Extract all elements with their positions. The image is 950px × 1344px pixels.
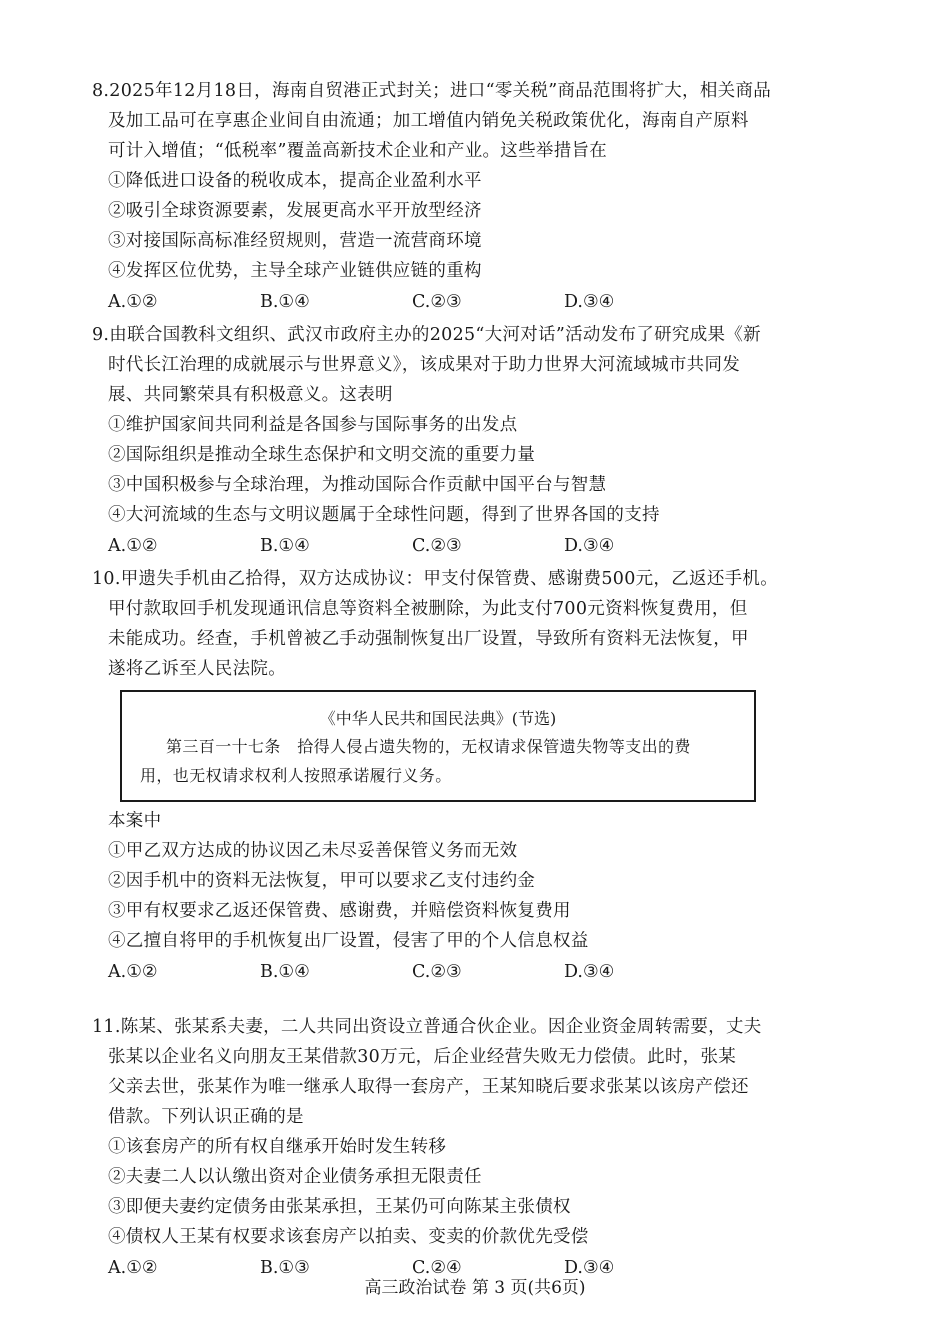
question-10 [92,564,779,684]
stem-line: 可计入增值；“低税率”覆盖高新技术企业和产业。这些举措旨在 [108,141,608,161]
option-1: ①甲乙双方达成的协议因乙未尽妥善保管义务而无效 [108,841,518,861]
option-4: ④大河流域的生态与文明议题属于全球性问题，得到了世界各国的支持 [108,505,660,525]
option-3: ③甲有权要求乙返还保管费、感谢费，并赔偿资料恢复费用 [108,901,571,921]
choice-b: B.①④ [260,292,310,312]
answer-choices [92,956,772,988]
stem-line: 甲付款取回手机发现通讯信息等资料全被删除，为此支付700元资料恢复费用，但 [108,599,748,619]
choice-d: D.③④ [564,962,615,982]
question-8 [92,76,772,318]
stem-line: 11.陈某、张某系夫妻，二人共同出资设立普通合伙企业。因企业资金周转需要，丈夫 [92,1017,762,1037]
law-excerpt-box [120,690,756,802]
choice-b: B.①③ [260,1258,310,1278]
choice-d: D.③④ [564,1258,615,1278]
stem-line: 未能成功。经查，手机曾被乙手动强制恢复出厂设置，导致所有资料无法恢复，甲 [108,629,749,649]
choice-a: A.①② [108,292,158,312]
option-4: ④乙擅自将甲的手机恢复出厂设置，侵害了甲的个人信息权益 [108,931,589,951]
option-2: ②因手机中的资料无法恢复，甲可以要求乙支付违约金 [108,871,536,891]
choice-b: B.①④ [260,962,310,982]
question-stem [92,76,772,166]
question-stem [92,564,779,684]
option-2: ②国际组织是推动全球生态保护和文明交流的重要力量 [108,445,536,465]
law-excerpt-line: 第三百一十七条 拾得人侵占遗失物的，无权请求保管遗失物等支出的费 [166,737,691,756]
choice-d: D.③④ [564,292,615,312]
case-lead-in: 本案中 [108,811,162,831]
option-3: ③即便夫妻约定债务由张某承担，王某仍可向陈某主张债权 [108,1197,571,1217]
question-11 [92,1012,772,1284]
stem-line: 8.2025年12月18日，海南自贸港正式封关；进口“零关税”商品范围将扩大，相关商品 [92,81,772,101]
stem-line: 借款。下列认识正确的是 [108,1107,304,1127]
choice-c: C.②③ [412,962,462,982]
choice-c: C.②③ [412,292,462,312]
stem-line: 遂将乙诉至人民法院。 [108,659,286,679]
option-2: ②吸引全球资源要素，发展更高水平开放型经济 [108,201,482,221]
question-10-options [92,806,772,988]
law-excerpt-line: 用，也无权请求权利人按照承诺履行义务。 [140,766,452,785]
stem-line: 及加工品可在享惠企业间自由流通；加工增值内销免关税政策优化，海南自产原料 [108,111,749,131]
option-4: ④债权人王某有权要求该套房产以拍卖、变卖的价款优先受偿 [108,1227,589,1247]
choice-d: D.③④ [564,536,615,556]
law-excerpt-title: 《中华人民共和国民法典》(节选) [319,709,557,728]
answer-choices [92,530,772,562]
page-footer: 高三政治试卷 第 3 页(共6页) [364,1278,586,1298]
option-1: ①维护国家间共同利益是各国参与国际事务的出发点 [108,415,518,435]
question-stem [92,1012,772,1132]
option-2: ②夫妻二人以认缴出资对企业债务承担无限责任 [108,1167,482,1187]
choice-c: C.②③ [412,536,462,556]
stem-line: 展、共同繁荣具有积极意义。这表明 [108,385,393,405]
stem-line: 10.甲遗失手机由乙拾得，双方达成协议：甲支付保管费、感谢费500元，乙返还手机。 [92,569,779,589]
option-3: ③对接国际高标准经贸规则，营造一流营商环境 [108,231,482,251]
choice-b: B.①④ [260,536,310,556]
stem-line: 张某以企业名义向朋友王某借款30万元，后企业经营失败无力偿债。此时，张某 [108,1047,737,1067]
stem-line: 父亲去世，张某作为唯一继承人取得一套房产，王某知晓后要求张某以该房产偿还 [108,1077,749,1097]
answer-choices [92,286,772,318]
option-1: ①该套房产的所有权自继承开始时发生转移 [108,1137,447,1157]
question-9 [92,320,772,562]
choice-c: C.②④ [412,1258,462,1278]
option-1: ①降低进口设备的税收成本，提高企业盈利水平 [108,171,482,191]
choice-a: A.①② [108,962,158,982]
choice-a: A.①② [108,1258,158,1278]
option-4: ④发挥区位优势，主导全球产业链供应链的重构 [108,261,482,281]
choice-a: A.①② [108,536,158,556]
option-3: ③中国积极参与全球治理，为推动国际合作贡献中国平台与智慧 [108,475,607,495]
question-stem [92,320,772,410]
stem-line: 9.由联合国教科文组织、武汉市政府主办的2025“大河对话”活动发布了研究成果《新 [92,325,761,345]
stem-line: 时代长江治理的成就展示与世界意义》，该成果对于助力世界大河流域城市共同发 [108,355,741,375]
